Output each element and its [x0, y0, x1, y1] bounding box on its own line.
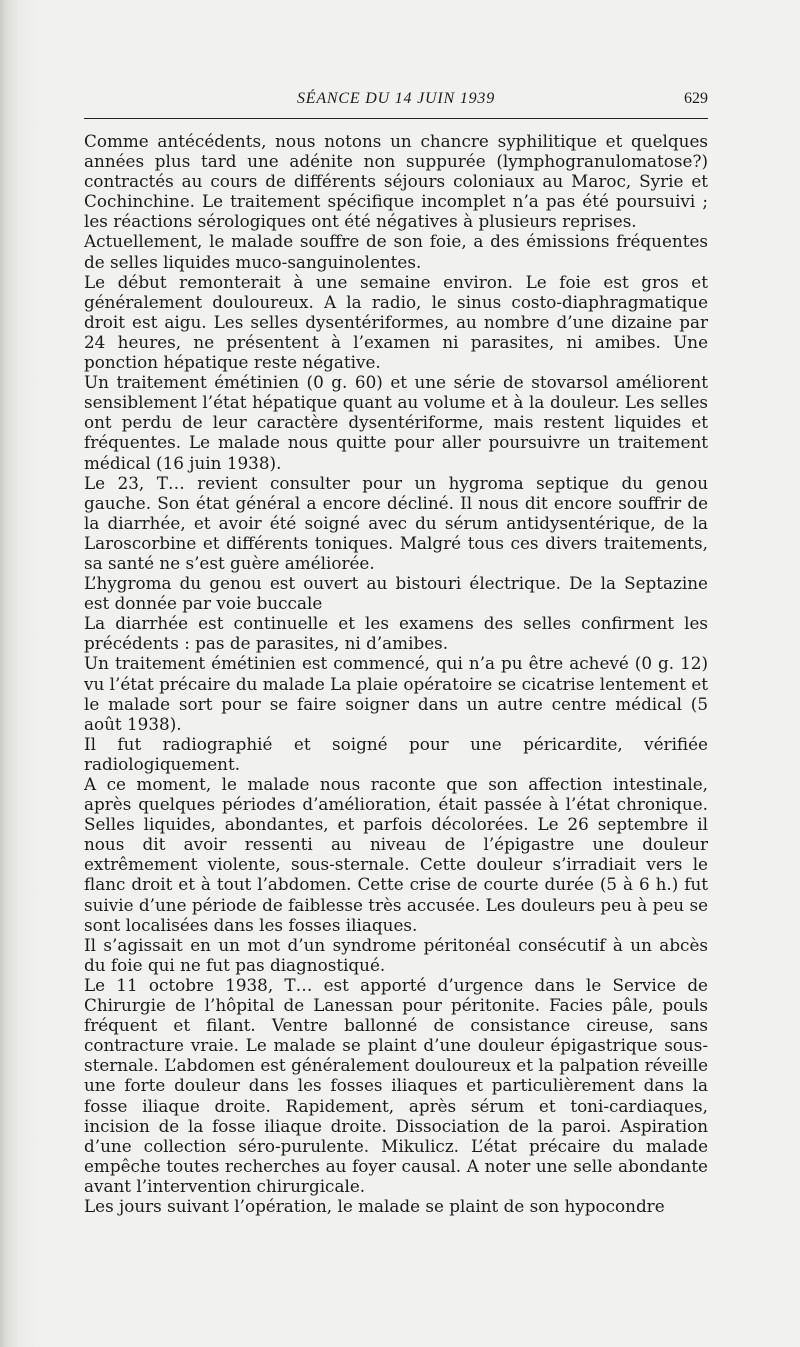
paragraph: Le 23, T… revient consulter pour un hygroma septique du genou gauche. Son état général a encore décliné. Il nous dit encore souffrir de la diarrhée, et avoir été soigné avec du sérum antidysentérique, de la Laroscorbine et différents toniques. Malgré tous ces divers traitements, sa santé ne s’est guère améliorée. [84, 472, 708, 573]
book-page [84, 0, 708, 1347]
paragraph: La diarrhée est continuelle et les examens des selles confirment les précédents : pas de parasites, ni d’amibes. [84, 613, 708, 654]
paragraph: Un traitement émétinien (0 g. 60) et une série de stovarsol améliorent sensiblement l’état hépatique quant au volume et à la douleur. Les selles ont perdu de leur caractère dysentériforme, mais restent liquides et fréquentes. Le malade nous quitte pour aller poursuivre un traitement médical (16 juin 1938). [84, 372, 708, 473]
body-text [84, 131, 708, 1216]
paragraph: L’hygroma du genou est ouvert au bistouri électrique. De la Septazine est donnée par voie buccale [84, 573, 708, 614]
page-header [84, 90, 708, 114]
paragraph: Il s’agissait en un mot d’un syndrome péritonéal consécutif à un abcès du foie qui ne fut pas diagnostiqué. [84, 934, 708, 975]
paragraph: Les jours suivant l’opération, le malade se plaint de son hypocondre [84, 1195, 665, 1216]
paragraph: Le 11 octobre 1938, T… est apporté d’urgence dans le Service de Chirurgie de l’hôpital de Lanessan pour péritonite. Facies pâle, pouls fréquent et filant. Ventre ballonné de consistance cireuse, sans contracture vraie. Le malade se plaint d’une douleur épigastrique sous-sternale. L’abdomen est généralement douloureux et la palpation réveille une forte douleur dans les fosses iliaques et particulièrement dans la fosse iliaque droite. Rapidement, après sérum et toni-cardiaques, incision de la fosse iliaque droite. Dissociation de la paroi. Aspiration d’une collection séro-purulente. Mikulicz. L’état précaire du malade empêche toutes recherches au foyer causal. A noter une selle abondante avant l’intervention chirurgicale. [84, 974, 708, 1196]
paragraph: Comme antécédents, nous notons un chancre syphilitique et quelques années plus tard une adénite non suppurée (lymphogranulomatose?) contractés au cours de différents séjours coloniaux au Maroc, Syrie et Cochinchine. Le traitement spécifique incomplet n’a pas été poursuivi ; les réactions sérologiques ont été négatives à plusieurs reprises. [84, 131, 708, 232]
page-gutter-shadow [0, 0, 40, 1347]
paragraph: Actuellement, le malade souffre de son foie, a des émissions fréquentes de selles liquides muco-sanguinolentes. [84, 231, 708, 272]
page-number: 629 [684, 90, 708, 107]
paragraph: Le début remonterait à une semaine environ. Le foie est gros et généralement douloureux. A la radio, le sinus costo-diaphragmatique droit est aigu. Les selles dysentériformes, au nombre d’une dizaine par 24 heures, ne présentent à l’examen ni parasites, ni amibes. Une ponction hépatique reste négative. [84, 271, 708, 373]
paragraph: Il fut radiographié et soigné pour une péricardite, vérifiée radiologiquement. [84, 733, 708, 774]
paragraph: A ce moment, le malade nous raconte que son affection intestinale, après quelques périodes d’amélioration, était passée à l’état chronique. Selles liquides, abondantes, et parfois décolorées. Le 26 septembre il nous dit avoir ressenti au niveau de l’épigastre une douleur extrêmement violente, sous-sternale. Cette douleur s’irradiait vers le flanc droit et à tout l’abdomen. Cette crise de courte durée (5 à 6 h.) fut suivie d’une période de faiblesse très accusée. Les douleurs peu à peu se sont localisées dans les fosses iliaques. [84, 774, 708, 935]
running-title: SÉANCE DU 14 JUIN 1939 [296, 90, 496, 107]
header-rule [84, 118, 708, 119]
paragraph: Un traitement émétinien est commencé, qui n’a pu être achevé (0 g. 12) vu l’état précaire du malade La plaie opératoire se cicatrise lentement et le malade sort pour se faire soigner dans un autre centre médical (5 août 1938). [84, 653, 708, 734]
